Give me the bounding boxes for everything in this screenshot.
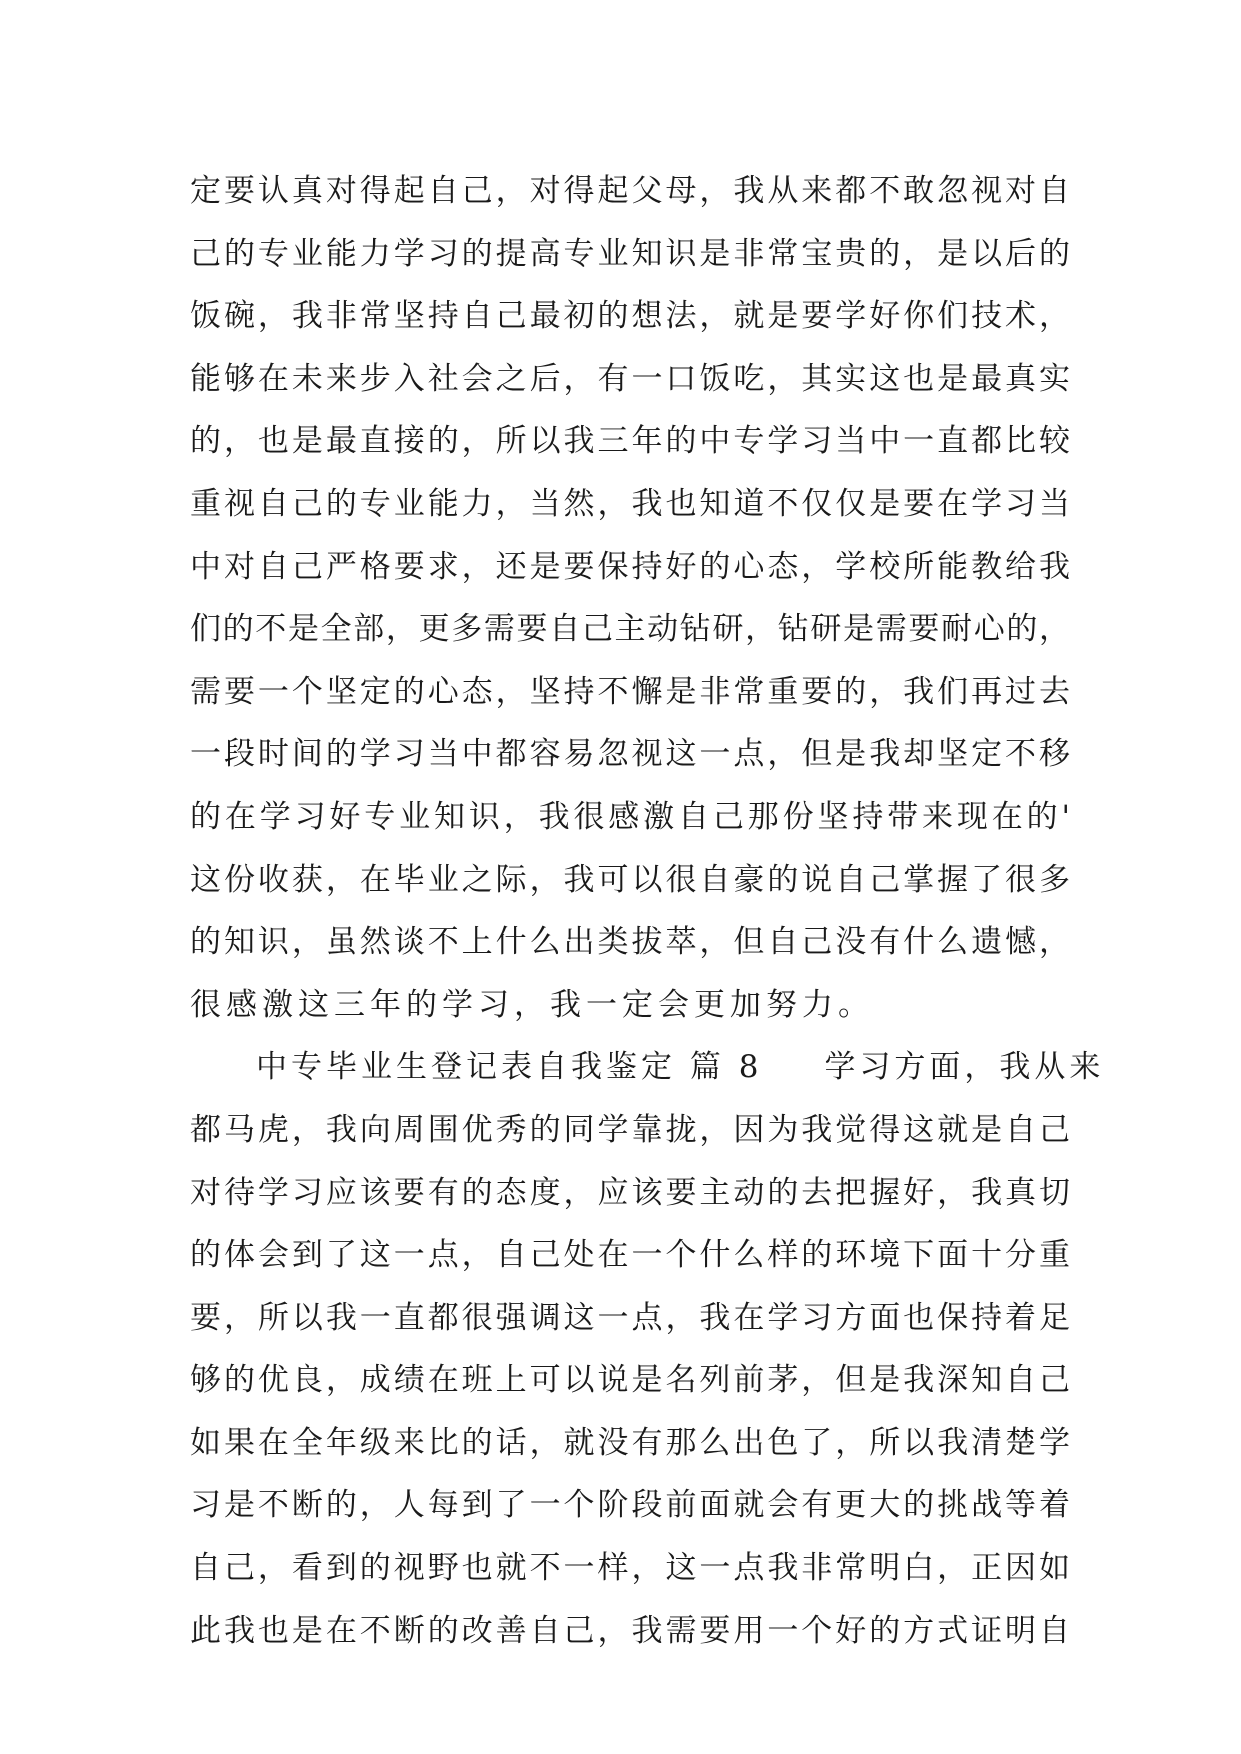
text-line: 饭碗，我非常坚持自己最初的想法，就是要学好你们技术， — [190, 298, 1070, 335]
text-line: 的体会到了这一点，自己处在一个什么样的环境下面十分重 — [190, 1237, 1070, 1274]
text-line: 重视自己的专业能力，当然，我也知道不仅仅是要在学习当 — [190, 485, 1070, 522]
text-line: 都马虎，我向周围优秀的同学靠拢，因为我觉得这就是自己 — [190, 1111, 1070, 1148]
text-line: 己的专业能力学习的提高专业知识是非常宝贵的，是以后的 — [190, 235, 1070, 272]
text-line: 的知识，虽然谈不上什么出类拔萃，但自己没有什么遗憾， — [190, 924, 1070, 961]
text-line: 要，所以我一直都很强调这一点，我在学习方面也保持着足 — [190, 1299, 1070, 1336]
text-line: 习是不断的，人每到了一个阶段前面就会有更大的挑战等着 — [190, 1487, 1070, 1524]
text-line: 对待学习应该要有的态度，应该要主动的去把握好，我真切 — [190, 1174, 1070, 1211]
text-line: 够的优良，成绩在班上可以说是名列前茅，但是我深知自己 — [190, 1362, 1070, 1399]
body-text — [190, 160, 1105, 1662]
text-line: 一段时间的学习当中都容易忽视这一点，但是我却坚定不移 — [190, 736, 1070, 773]
paragraph-last-line: 很感激这三年的学习，我一定会更加努力。 — [190, 986, 874, 1023]
section-first-line-text: 学习方面，我从来 — [824, 1049, 1105, 1086]
text-line: 能够在未来步入社会之后，有一口饭吃，其实这也是最真实 — [190, 360, 1070, 397]
text-line: 需要一个坚定的心态，坚持不懈是非常重要的，我们再过去 — [190, 673, 1070, 710]
section-first-line — [190, 1036, 1105, 1099]
text-line: 中对自己严格要求，还是要保持好的心态，学校所能教给我 — [190, 548, 1070, 585]
text-line: 此我也是在不断的改善自己，我需要用一个好的方式证明自 — [190, 1612, 1070, 1649]
text-line: 如果在全年级来比的话，就没有那么出色了，所以我清楚学 — [190, 1424, 1070, 1461]
text-line: 们的不是全部，更多需要自己主动钻研，钻研是需要耐心的， — [190, 611, 1070, 648]
section-heading: 中专毕业生登记表自我鉴定 篇 8 — [256, 1049, 763, 1086]
text-line: 的在学习好专业知识，我很感激自己那份坚持带来现在的' — [190, 798, 1070, 835]
text-line: 定要认真对得起自己，对得起父母，我从来都不敢忽视对自 — [190, 173, 1070, 209]
text-line: 的，也是最直接的，所以我三年的中专学习当中一直都比较 — [190, 423, 1070, 460]
text-line: 自己，看到的视野也就不一样，这一点我非常明白，正因如 — [190, 1550, 1070, 1587]
text-line: 这份收获，在毕业之际，我可以很自豪的说自己掌握了很多 — [190, 861, 1070, 898]
